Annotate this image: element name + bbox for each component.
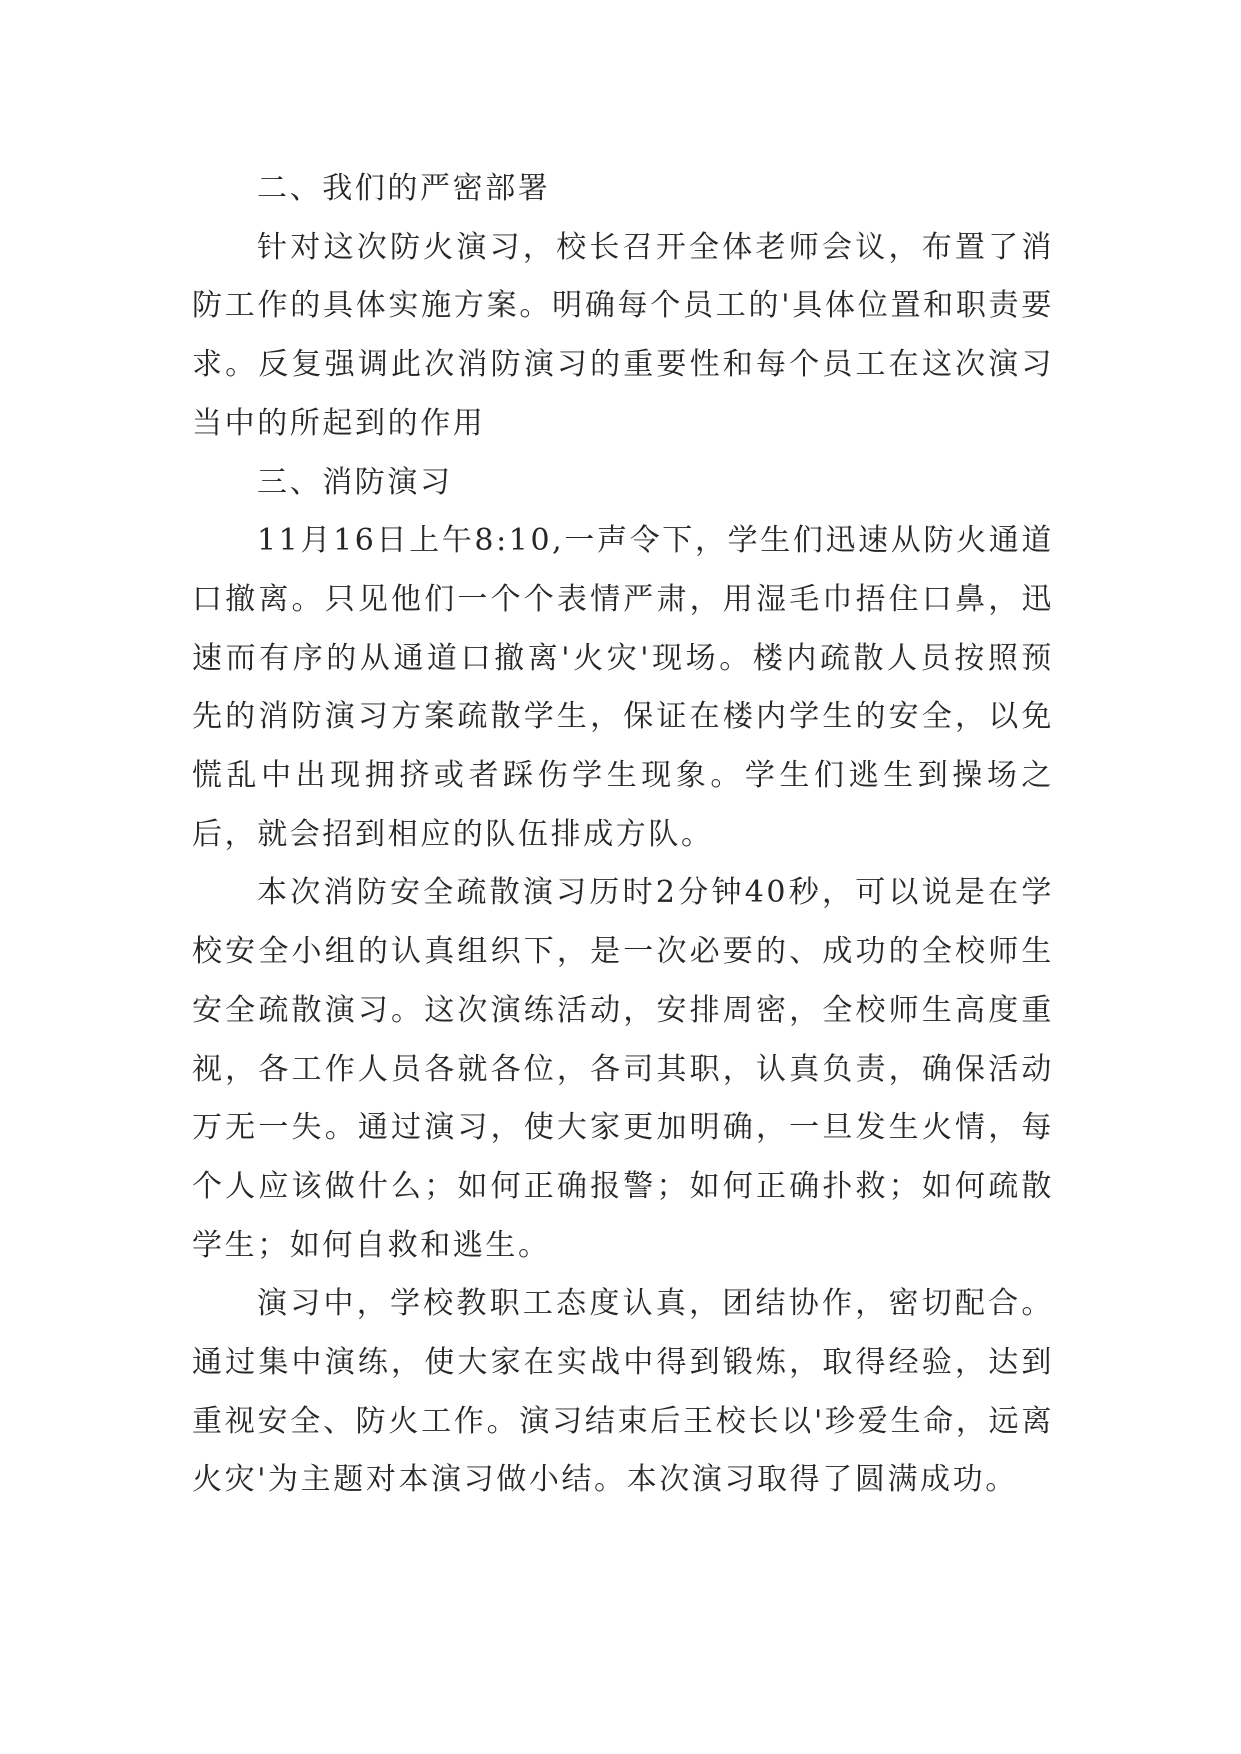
section-heading-deployment: 二、我们的严密部署 (257, 171, 551, 206)
paragraph-conclusion: 演习中，学校教职工态度认真，团结协作，密切配合。通过集中演练，使大家在实战中得到锻炼，取得经验，达到重视安全、防火工作。演习结束后王校长以'珍爱生命，远离火灾'为主题对本演习做小结。本次演习取得了圆满成功。 (192, 1286, 1054, 1498)
paragraph-drill-process: 11月16日上午8:10,一声令下，学生们迅速从防火通道口撤离。只见他们一个个表情严肃，用湿毛巾捂住口鼻，迅速而有序的从通道口撤离'火灾'现场。楼内疏散人员按照预先的消防演习方案疏散学生，保证在楼内学生的安全，以免慌乱中出现拥挤或者踩伤学生现象。学生们逃生到操场之后，就会招到相应的队伍排成方队。 (192, 523, 1054, 852)
paragraph-drill-summary: 本次消防安全疏散演习历时2分钟40秒，可以说是在学校安全小组的认真组织下，是一次必要的、成功的全校师生安全疏散演习。这次演练活动，安排周密，全校师生高度重视，各工作人员各就各位，各司其职，认真负责，确保活动万无一失。通过演习，使大家更加明确，一旦发生火情，每个人应该做什么；如何正确报警；如何正确扑救；如何疏散学生；如何自救和逃生。 (192, 875, 1054, 1263)
paragraph-deployment: 针对这次防火演习，校长召开全体老师会议，布置了消防工作的具体实施方案。明确每个员工的'具体位置和职责要求。反复强调此次消防演习的重要性和每个员工在这次演习当中的所起到的作用 (192, 229, 1054, 441)
document-body (192, 160, 1054, 1510)
section-heading-drill: 三、消防演习 (257, 464, 453, 500)
